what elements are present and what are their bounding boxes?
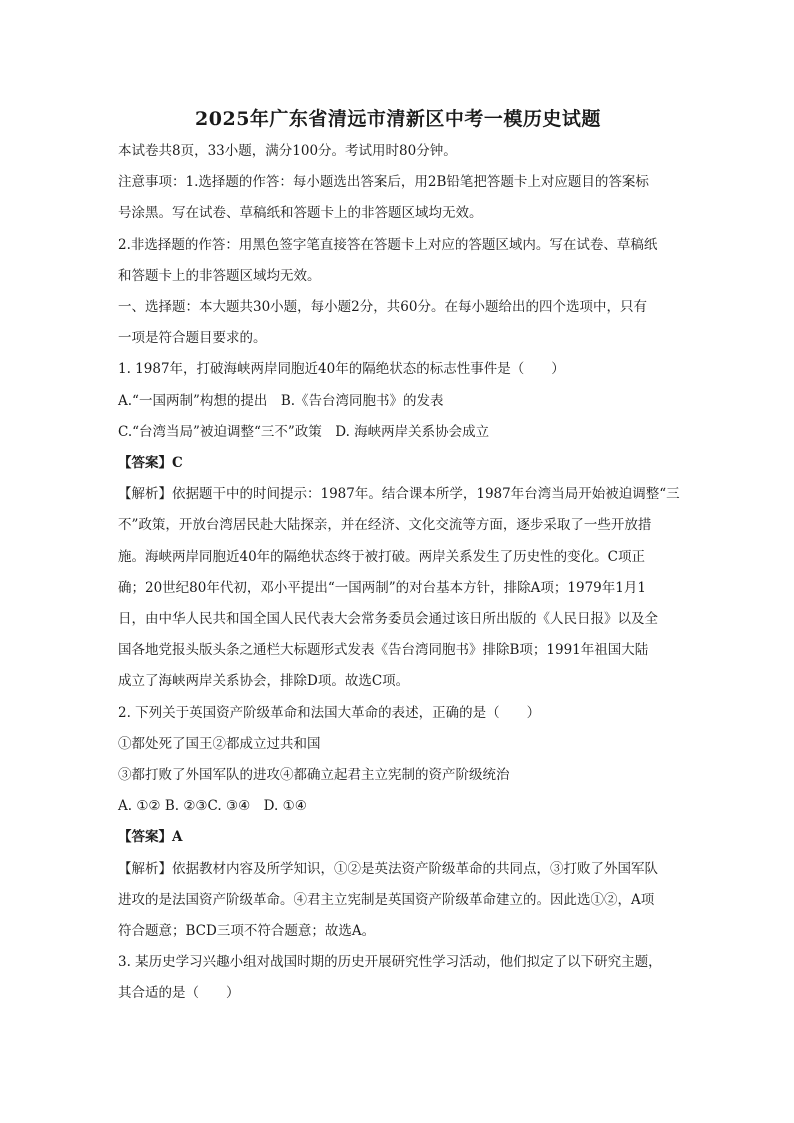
exam-page	[118, 104, 678, 1010]
question-1-options: A.“一国两制”构想的提出 B.《告台湾同胞书》的发表	[118, 392, 444, 409]
question-1-options: C.“台湾当局”被迫调整“三不”政策 D. 海峡两岸关系协会成立	[118, 423, 490, 440]
question-1-analysis: 【解析】依据题干中的时间提示：1987年。结合课本所学，1987年台湾当局开始被迫调整“三	[118, 486, 680, 503]
question-2-analysis: 【解析】依据教材内容及所学知识，①②是英法资产阶级革命的共同点，③打败了外国军队	[118, 860, 658, 877]
question-3: 3. 某历史学习兴趣小组对战国时期的历史开展研究性学习活动，他们拟定了以下研究主题，	[118, 954, 662, 971]
question-1-analysis: 国各地党报头版头条之通栏大标题形式发表《告台湾同胞书》排除B项；1991年祖国大陆	[118, 642, 649, 659]
exam-info: 本试卷共8页，33小题，满分100分。考试用时80分钟。	[118, 143, 457, 159]
notice-line: 号涂黑。写在试卷、草稿纸和答题卡上的非答题区域均无效。	[118, 205, 483, 222]
question-2-answer: 【答案】A	[118, 829, 183, 846]
question-1-analysis: 日，由中华人民共和国全国人民代表大会常务委员会通过该日所出版的《人民日报》以及全	[118, 611, 658, 628]
question-1-analysis: 成立了海峡两岸关系协会，排除D项。故选C项。	[118, 673, 410, 690]
question-2-statements: ③都打败了外国军队的进攻④都确立起君主立宪制的资产阶级统治	[118, 767, 510, 784]
notice-line: 注意事项：1.选择题的作答：每小题选出答案后，用2B铅笔把答题卡上对应题目的答案标	[118, 174, 649, 191]
question-3: 其合适的是（ ）	[118, 985, 240, 1002]
question-1-analysis: 不”政策，开放台湾居民赴大陆探亲，并在经济、文化交流等方面，逐步采取了一些开放措	[118, 517, 652, 534]
section-heading: 一项是符合题目要求的。	[118, 330, 267, 347]
section-heading: 一、选择题：本大题共30小题，每小题2分，共60分。在每小题给出的四个选项中，只有	[118, 299, 647, 316]
notice-line: 和答题卡上的非答题区域均无效。	[118, 267, 321, 284]
question-2-analysis: 进攻的是法国资产阶级革命。④君主立宪制是英国资产阶级革命建立的。因此选①②，A项	[118, 891, 655, 908]
question-2-options: A. ①② B. ②③C. ③④ D. ①④	[118, 798, 307, 815]
notice-line: 2.非选择题的作答：用黑色签字笔直接答在答题卡上对应的答题区域内。写在试卷、草稿纸	[118, 236, 658, 253]
question-2-statements: ①都处死了国王②都成立过共和国	[118, 735, 321, 752]
question-2: 2. 下列关于英国资产阶级革命和法国大革命的表述，正确的是（ ）	[118, 704, 541, 721]
question-1-analysis: 确；20世纪80年代初，邓小平提出“一国两制”的对台基本方针，排除A项；1979年1月1	[118, 579, 646, 596]
question-1-answer: 【答案】C	[118, 455, 183, 472]
document-title: 2025年广东省清远市清新区中考一模历史试题	[195, 108, 601, 130]
question-1-analysis: 施。海峡两岸同胞近40年的隔绝状态终于被打破。两岸关系发生了历史性的变化。C项正	[118, 548, 646, 565]
question-2-analysis: 符合题意；BCD三项不符合题意；故选A。	[118, 923, 376, 940]
question-1: 1. 1987年，打破海峡两岸同胞近40年的隔绝状态的标志性事件是（ ）	[118, 361, 565, 378]
